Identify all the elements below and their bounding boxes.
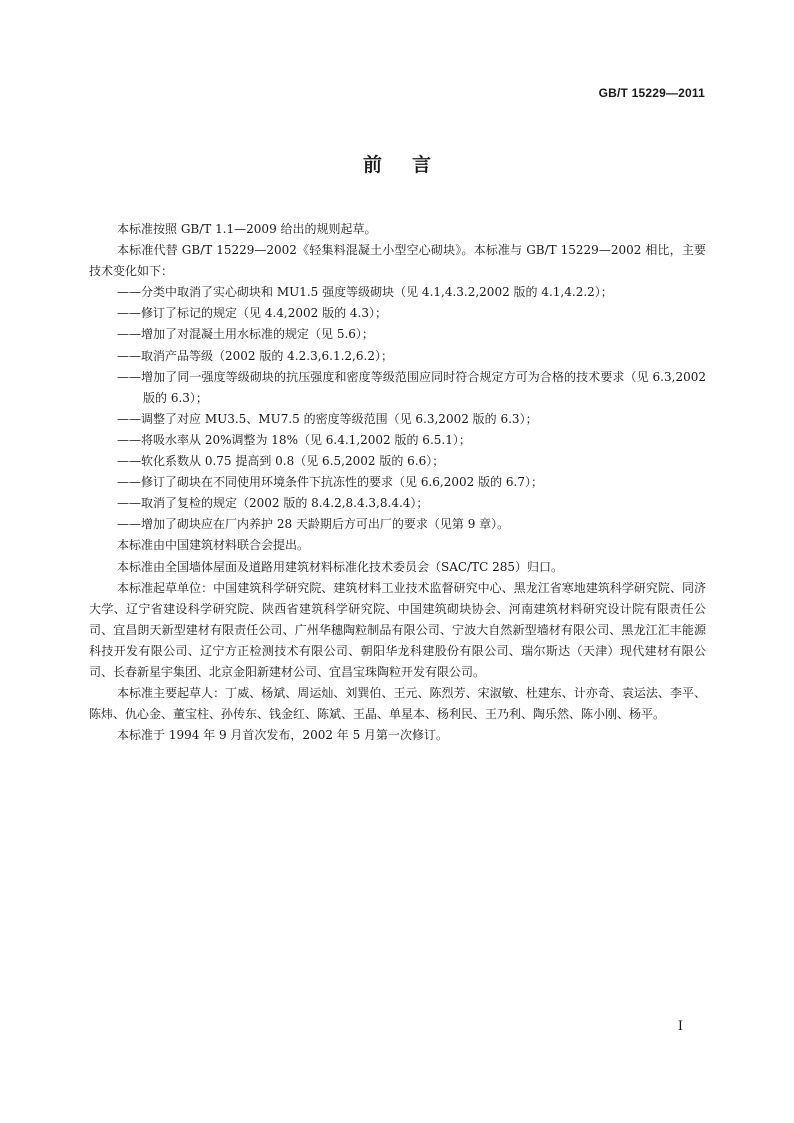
paragraph-drafting-organizations: 本标准起草单位：中国建筑科学研究院、建筑材料工业技术监督研究中心、黑龙江省寒地建筑科学研究院、同济大学、辽宁省建设科学研究院、陕西省建筑科学研究院、中国建筑砌块协会、河南建筑材料研究设计院有限责任公司、宜昌朗天新型建材有限责任公司、广州华穗陶粒制品有限公司、宁波大自然新型墙材有限公司、黑龙江汇丰能源科技开发有限公司、辽宁方正检测技术有限公司、朝阳华龙科建股份有限公司、瑞尔斯达（天津）现代建材有限公司、长春新星宇集团、北京金阳新建材公司、宜昌宝珠陶粒开发有限公司。	[89, 580, 706, 679]
change-item: ——取消了复检的规定（2002 版的 8.4.2,8.4.3,8.4.4）；	[117, 496, 429, 511]
change-item: ——修订了标记的规定（见 4.4,2002 版的 4.3）；	[117, 306, 387, 321]
change-item: ——增加了砌块应在厂内养护 28 天龄期后方可出厂的要求（见第 9 章）。	[117, 517, 510, 532]
paragraph-replaces: 本标准代替 GB/T 15229—2002《轻集料混凝土小型空心砌块》。本标准与 GB/T 15229—2002 相比，主要技术变化如下：	[89, 243, 706, 279]
page-number: I	[677, 1019, 683, 1034]
paragraph-proposed-by: 本标准由中国建筑材料联合会提出。	[117, 538, 310, 553]
change-item: ——软化系数从 0.75 提高到 0.8（见 6.5,2002 版的 6.6）；	[117, 454, 445, 469]
standard-code: GB/T 15229—2011	[598, 86, 705, 100]
change-item: ——将吸水率从 20%调整为 18%（见 6.4.1,2002 版的 6.5.1）；	[117, 432, 471, 447]
paragraph-under-jurisdiction: 本标准由全国墙体屋面及道路用建筑材料标准化技术委员会（SAC/TC 285）归口。	[117, 559, 564, 574]
change-item: ——取消产品等级（2002 版的 4.2.3,6.1.2,6.2）；	[117, 348, 393, 363]
foreword-body	[89, 219, 706, 746]
paragraph-publication-history: 本标准于 1994 年 9 月首次发布，2002 年 5 月第一次修订。	[117, 728, 449, 743]
change-item: ——增加了同一强度等级砌块的抗压强度和密度等级范围应同时符合规定方可为合格的技术要求（见 6.3,2002 版的 6.3）；	[117, 369, 706, 405]
paragraph-drafters: 本标准主要起草人：丁威、杨斌、周运灿、刘巽伯、王元、陈烈芳、宋淑敏、杜建东、计亦奇、袁运法、李平、陈炜、仇心金、董宝柱、孙传东、钱金红、陈斌、王晶、单星本、杨利民、王乃利、陶乐然、陈小刚、杨平。	[89, 686, 706, 722]
change-item: ——调整了对应 MU3.5、MU7.5 的密度等级范围（见 6.3,2002 版的 6.3）；	[117, 411, 538, 426]
paragraph-drafting-rules: 本标准按照 GB/T 1.1—2009 给出的规则起草。	[117, 222, 377, 236]
change-item: ——分类中取消了实心砌块和 MU1.5 强度等级砌块（见 4.1,4.3.2,2002 版的 4.1,4.2.2）；	[117, 285, 613, 300]
change-item: ——修订了砌块在不同使用环境条件下抗冻性的要求（见 6.6,2002 版的 6.7）；	[117, 475, 543, 490]
change-item: ——增加了对混凝土用水标准的规定（见 5.6）；	[117, 327, 374, 342]
page-title: 前言	[362, 154, 461, 176]
